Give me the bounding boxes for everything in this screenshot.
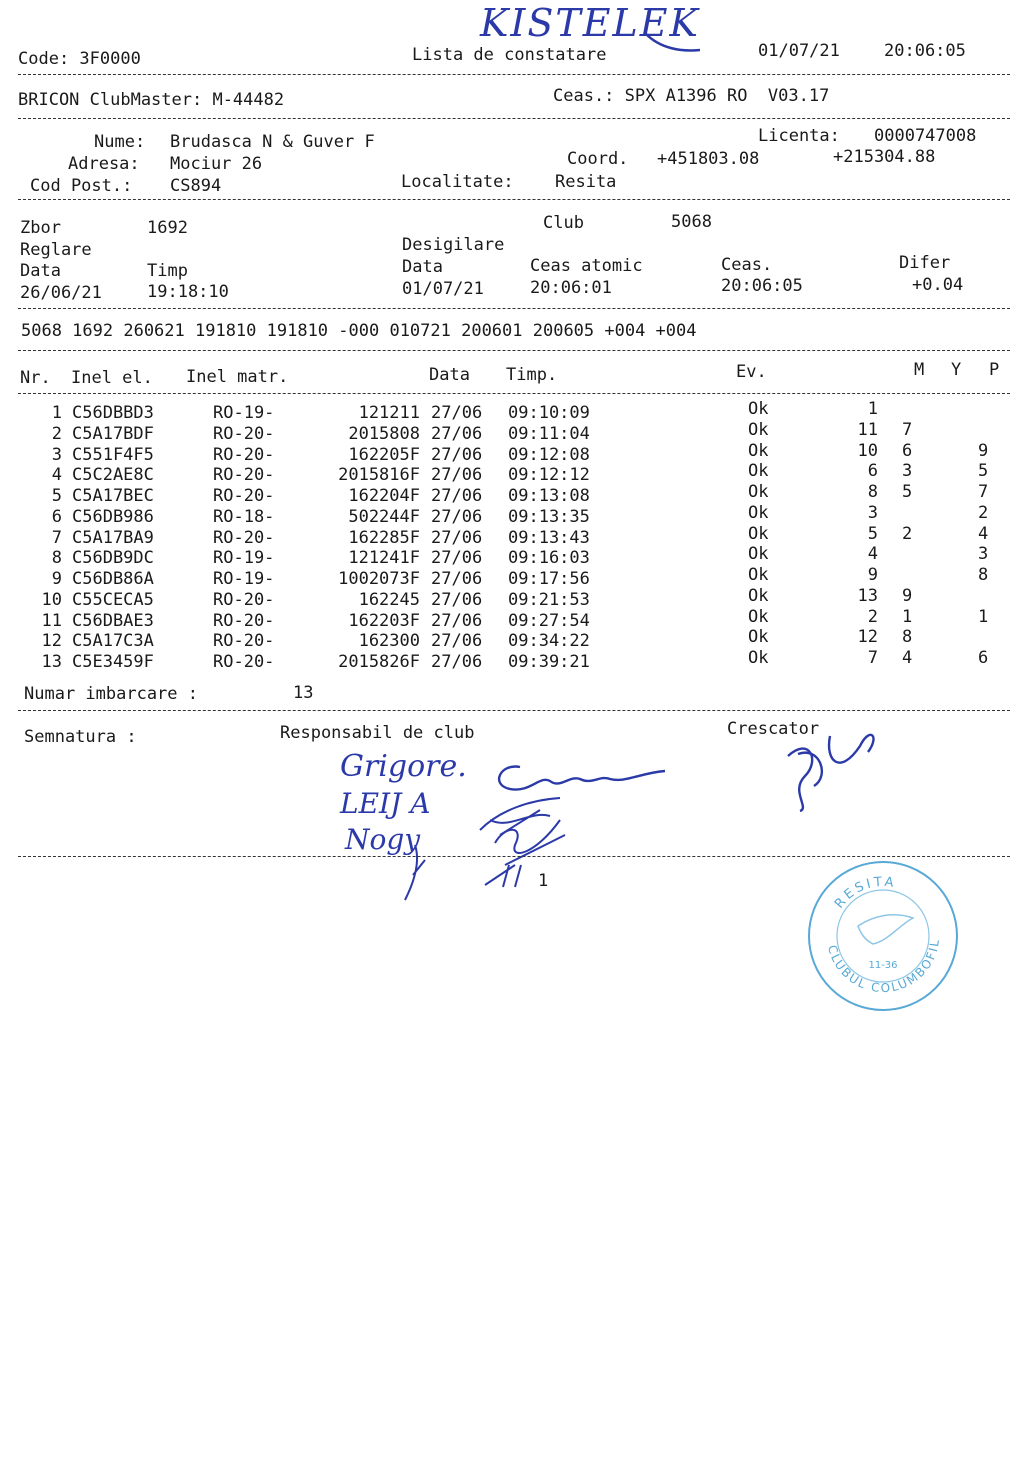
stamp-code: 11-36 bbox=[868, 960, 898, 971]
table-cell-matr: 121211 bbox=[358, 403, 420, 423]
divider bbox=[18, 710, 1010, 711]
stamp-top-text: RESITA bbox=[831, 874, 898, 912]
page-number: 1 bbox=[538, 871, 549, 891]
table-cell-time: 09:11:04 bbox=[508, 423, 590, 444]
table-cell-m: 11 bbox=[857, 419, 878, 440]
table-cell-y: 4 bbox=[902, 648, 913, 668]
handwritten-underline bbox=[640, 28, 720, 58]
table-cell-ev: Ok bbox=[748, 502, 769, 523]
table-cell-pre: RO-20- bbox=[213, 589, 275, 610]
table-cell-date: 27/06 bbox=[431, 631, 483, 652]
reg-date-label: Data bbox=[20, 261, 61, 281]
table-cell-nr: 12 bbox=[41, 631, 62, 652]
table-cell-el: C5A17BEC bbox=[72, 486, 154, 506]
locality-label: Localitate: bbox=[401, 172, 514, 192]
desigilare-label: Desigilare bbox=[402, 235, 505, 255]
table-cell-m: 8 bbox=[867, 482, 878, 502]
table-cell-p: 2 bbox=[978, 502, 989, 523]
table-cell-p: 3 bbox=[978, 544, 989, 565]
club-label: Club bbox=[543, 213, 584, 233]
table-cell-p: 9 bbox=[978, 440, 989, 461]
reg-date: 26/06/21 bbox=[20, 283, 102, 303]
clubmaster-label: BRICON ClubMaster: M-44482 bbox=[18, 90, 285, 110]
table-cell-pre: RO-20- bbox=[213, 423, 275, 444]
table-cell-p: 6 bbox=[978, 648, 989, 668]
table-cell-time: 09:12:12 bbox=[508, 465, 590, 486]
table-cell-y: 1 bbox=[902, 606, 913, 627]
table-cell-time: 09:16:03 bbox=[508, 548, 590, 569]
table-cell-el: C56DB86A bbox=[72, 569, 154, 589]
table-cell-date: 27/06 bbox=[431, 423, 483, 444]
coord-label: Coord. bbox=[567, 149, 629, 169]
table-cell-matr: 162203F bbox=[348, 610, 420, 631]
table-cell-el: C551F4F5 bbox=[72, 444, 154, 465]
table-cell-ev: Ok bbox=[748, 606, 769, 627]
handwritten-name-2: LEIJ A bbox=[340, 787, 431, 820]
table-cell-pre: RO-20- bbox=[213, 465, 275, 486]
table-cell-y: 6 bbox=[902, 440, 913, 461]
table-cell-y: 8 bbox=[902, 627, 913, 648]
table-cell-nr: 6 bbox=[51, 506, 62, 527]
table-cell-el: C5A17C3A bbox=[72, 631, 154, 652]
table-cell-matr: 2015826F bbox=[338, 652, 420, 672]
table-cell-p: 1 bbox=[978, 606, 989, 627]
header-time: 20:06:05 bbox=[884, 41, 966, 61]
col-data: Data bbox=[429, 365, 470, 385]
col-ev: Ev. bbox=[736, 362, 767, 382]
table-cell-matr: 1002073F bbox=[338, 569, 420, 589]
divider bbox=[18, 393, 1010, 394]
reg-time: 19:18:10 bbox=[147, 282, 229, 302]
table-cell-ev: Ok bbox=[748, 399, 769, 419]
table-cell-date: 27/06 bbox=[431, 444, 483, 465]
des-date-label: Data bbox=[402, 257, 443, 277]
zbor-label: Zbor bbox=[20, 218, 61, 238]
table-cell-date: 27/06 bbox=[431, 548, 483, 569]
table-cell-matr: 162285F bbox=[348, 527, 420, 548]
table-cell-y: 5 bbox=[902, 482, 913, 502]
handwritten-name-3: Nogy bbox=[345, 823, 421, 856]
divider bbox=[18, 199, 1010, 200]
table-cell-ev: Ok bbox=[748, 585, 769, 606]
license-label: Licenta: bbox=[758, 126, 840, 146]
table-cell-date: 27/06 bbox=[431, 527, 483, 548]
locality: Resita bbox=[555, 172, 617, 192]
table-cell-m: 3 bbox=[867, 502, 878, 523]
divider bbox=[18, 118, 1010, 119]
signature-club-3 bbox=[465, 815, 585, 905]
table-cell-p: 8 bbox=[978, 565, 989, 585]
table-cell-el: C56DB986 bbox=[72, 506, 154, 527]
club-responsible-label: Responsabil de club bbox=[280, 723, 475, 743]
table-cell-m: 4 bbox=[867, 544, 878, 565]
table-cell-ev: Ok bbox=[748, 461, 769, 482]
table-cell-matr: 2015816F bbox=[338, 465, 420, 486]
atomic-clock-label: Ceas atomic bbox=[530, 256, 643, 276]
table-cell-date: 27/06 bbox=[431, 403, 483, 423]
owner-name: Brudasca N & Guver F bbox=[170, 132, 375, 152]
table-cell-pre: RO-19- bbox=[213, 403, 275, 423]
table-cell-matr: 162245 bbox=[358, 589, 420, 610]
atomic-time: 20:06:01 bbox=[530, 278, 612, 298]
coord-lat: +451803.08 bbox=[657, 149, 760, 169]
table-cell-m: 1 bbox=[867, 399, 878, 419]
coord-lon: +215304.88 bbox=[833, 147, 936, 167]
table-cell-date: 27/06 bbox=[431, 486, 483, 506]
table-cell-ev: Ok bbox=[748, 565, 769, 585]
table-cell-date: 27/06 bbox=[431, 652, 483, 672]
club-number: 5068 bbox=[671, 212, 712, 232]
table-cell-matr: 162204F bbox=[348, 486, 420, 506]
clock-label-2: Ceas. bbox=[721, 255, 773, 275]
table-cell-m: 13 bbox=[857, 585, 878, 606]
table-cell-nr: 10 bbox=[41, 589, 62, 610]
table-cell-y: 3 bbox=[902, 461, 913, 482]
table-cell-pre: RO-20- bbox=[213, 631, 275, 652]
signature-extra-stroke bbox=[395, 840, 445, 920]
table-cell-m: 6 bbox=[867, 461, 878, 482]
table-cell-el: C56DB9DC bbox=[72, 548, 154, 569]
difer-label: Difer bbox=[899, 253, 951, 273]
table-cell-pre: RO-20- bbox=[213, 486, 275, 506]
table-cell-ev: Ok bbox=[748, 523, 769, 544]
owner-address: Mociur 26 bbox=[170, 154, 263, 174]
table-cell-pre: RO-20- bbox=[213, 610, 275, 631]
table-cell-matr: 2015808 bbox=[348, 423, 420, 444]
table-cell-m: 12 bbox=[857, 627, 878, 648]
table-cell-p: 5 bbox=[978, 461, 989, 482]
col-timp: Timp. bbox=[506, 365, 558, 385]
table-cell-date: 27/06 bbox=[431, 610, 483, 631]
table-cell-m: 5 bbox=[867, 523, 878, 544]
reg-time-label: Timp bbox=[147, 261, 188, 281]
table-cell-el: C55CECA5 bbox=[72, 589, 154, 610]
license-number: 0000747008 bbox=[874, 126, 977, 146]
count-label: Numar imbarcare : bbox=[24, 684, 198, 704]
table-cell-matr: 162205F bbox=[348, 444, 420, 465]
table-cell-time: 09:17:56 bbox=[508, 569, 590, 589]
table-cell-time: 09:13:43 bbox=[508, 527, 590, 548]
table-cell-ev: Ok bbox=[748, 419, 769, 440]
table-cell-p: 4 bbox=[978, 523, 989, 544]
table-cell-ev: Ok bbox=[748, 648, 769, 668]
breeder-label: Crescator bbox=[727, 719, 820, 739]
table-cell-m: 2 bbox=[867, 606, 878, 627]
table-cell-y: 2 bbox=[902, 523, 913, 544]
table-cell-el: C56DBAE3 bbox=[72, 610, 154, 631]
table-cell-date: 27/06 bbox=[431, 465, 483, 486]
table-cell-matr: 502244F bbox=[348, 506, 420, 527]
handwritten-location: KISTELEK bbox=[480, 1, 700, 45]
table-cell-el: C5A17BA9 bbox=[72, 527, 154, 548]
col-y: Y bbox=[951, 360, 962, 380]
table-cell-time: 09:12:08 bbox=[508, 444, 590, 465]
table-cell-ev: Ok bbox=[748, 482, 769, 502]
table-cell-nr: 2 bbox=[51, 423, 62, 444]
table-cell-time: 09:21:53 bbox=[508, 589, 590, 610]
table-cell-nr: 9 bbox=[51, 569, 62, 589]
table-cell-time: 09:27:54 bbox=[508, 610, 590, 631]
table-cell-y: 7 bbox=[902, 419, 913, 440]
club-stamp bbox=[803, 856, 963, 1016]
table-cell-nr: 7 bbox=[51, 527, 62, 548]
table-cell-date: 27/06 bbox=[431, 569, 483, 589]
document-title: Lista de constatare bbox=[412, 45, 607, 65]
header-date: 01/07/21 bbox=[758, 41, 840, 61]
stamp-bottom-text: CLUBUL COLUMBOFIL bbox=[824, 937, 943, 996]
col-inel-el: Inel el. bbox=[71, 368, 153, 388]
table-cell-m: 9 bbox=[867, 565, 878, 585]
table-cell-date: 27/06 bbox=[431, 589, 483, 610]
col-m: M bbox=[914, 360, 925, 380]
table-cell-pre: RO-20- bbox=[213, 527, 275, 548]
table-cell-pre: RO-20- bbox=[213, 444, 275, 465]
table-cell-ev: Ok bbox=[748, 544, 769, 565]
col-p: P bbox=[989, 360, 1000, 380]
table-cell-el: C5A17BDF bbox=[72, 423, 154, 444]
table-cell-pre: RO-18- bbox=[213, 506, 275, 527]
code-label: Code: 3F0000 bbox=[18, 49, 141, 69]
clock-time: 20:06:05 bbox=[721, 276, 803, 296]
signature-breeder bbox=[770, 716, 890, 826]
table-cell-nr: 11 bbox=[41, 610, 62, 631]
table-cell-matr: 121241F bbox=[348, 548, 420, 569]
table-cell-ev: Ok bbox=[748, 440, 769, 461]
name-label: Nume: bbox=[94, 132, 146, 152]
des-date: 01/07/21 bbox=[402, 279, 484, 299]
table-cell-m: 10 bbox=[857, 440, 878, 461]
table-cell-pre: RO-20- bbox=[213, 652, 275, 672]
table-cell-nr: 3 bbox=[51, 444, 62, 465]
table-cell-nr: 13 bbox=[41, 652, 62, 672]
table-cell-m: 7 bbox=[867, 648, 878, 668]
divider bbox=[18, 308, 1010, 309]
postcode-label: Cod Post.: bbox=[30, 176, 133, 196]
col-inel-matr: Inel matr. bbox=[186, 367, 289, 387]
postcode: CS894 bbox=[170, 176, 222, 196]
table-cell-nr: 5 bbox=[51, 486, 62, 506]
table-cell-time: 09:39:21 bbox=[508, 652, 590, 672]
table-cell-el: C56DBBD3 bbox=[72, 403, 154, 423]
table-cell-matr: 162300 bbox=[358, 631, 420, 652]
divider bbox=[18, 350, 1010, 351]
table-cell-nr: 4 bbox=[51, 465, 62, 486]
table-cell-el: C5C2AE8C bbox=[72, 465, 154, 486]
difer-value: +0.04 bbox=[912, 275, 964, 295]
table-cell-el: C5E3459F bbox=[72, 652, 154, 672]
svg-text:RESITA bbox=[832, 875, 897, 912]
address-label: Adresa: bbox=[68, 154, 140, 174]
table-cell-ev: Ok bbox=[748, 627, 769, 648]
handwritten-name-1: Grigore. bbox=[340, 749, 467, 784]
signature-label: Semnatura : bbox=[24, 727, 137, 747]
table-cell-time: 09:13:08 bbox=[508, 486, 590, 506]
code-line: 5068 1692 260621 191810 191810 -000 010721 200601 200605 +004 +004 bbox=[21, 321, 697, 341]
table-cell-y: 9 bbox=[902, 585, 913, 606]
table-cell-pre: RO-19- bbox=[213, 569, 275, 589]
col-nr: Nr. bbox=[20, 368, 51, 388]
table-cell-nr: 1 bbox=[51, 403, 62, 423]
table-cell-p: 7 bbox=[978, 482, 989, 502]
table-cell-nr: 8 bbox=[51, 548, 62, 569]
table-cell-pre: RO-19- bbox=[213, 548, 275, 569]
zbor-number: 1692 bbox=[147, 218, 188, 238]
reglare-label: Reglare bbox=[20, 240, 92, 260]
table-cell-time: 09:13:35 bbox=[508, 506, 590, 527]
table-cell-date: 27/06 bbox=[431, 506, 483, 527]
table-cell-time: 09:10:09 bbox=[508, 403, 590, 423]
table-cell-time: 09:34:22 bbox=[508, 631, 590, 652]
count-value: 13 bbox=[293, 683, 314, 703]
divider bbox=[18, 74, 1010, 75]
clock-label: Ceas.: SPX A1396 RO V03.17 bbox=[553, 86, 830, 106]
